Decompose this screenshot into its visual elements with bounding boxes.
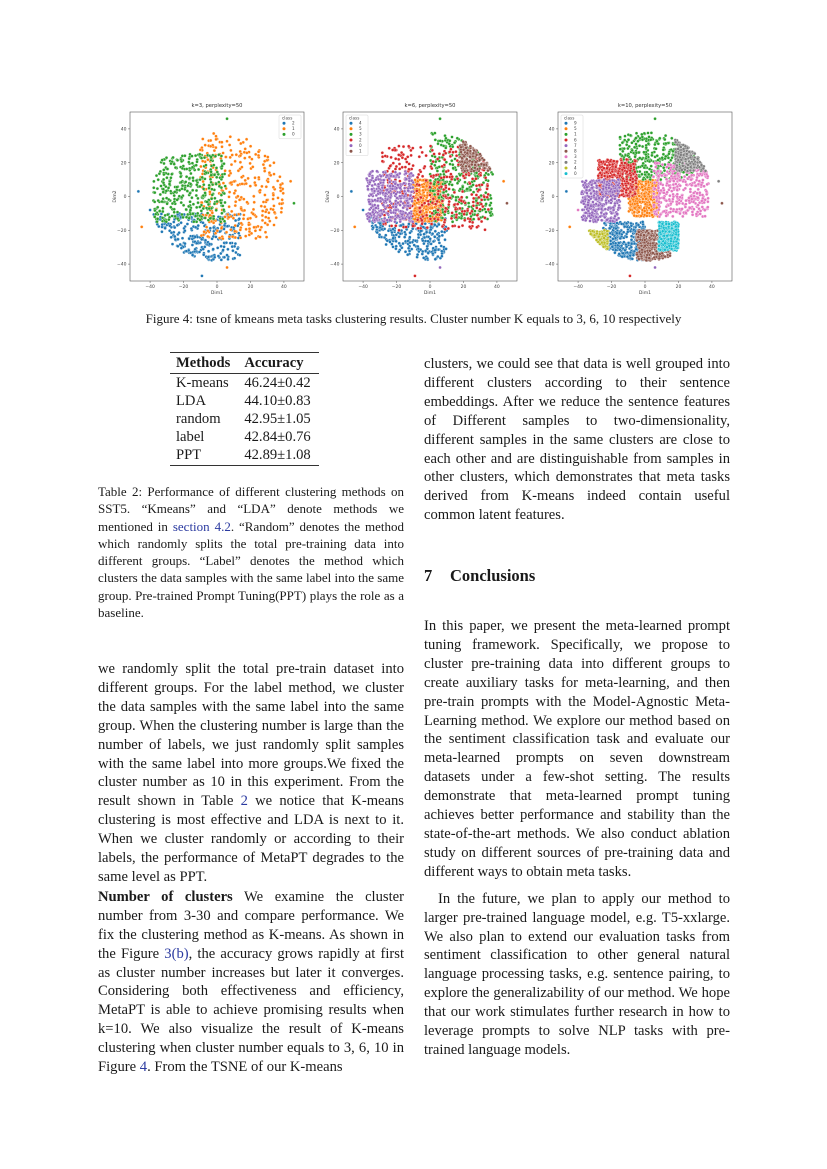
svg-text:0: 0 bbox=[123, 195, 127, 201]
svg-text:0: 0 bbox=[336, 195, 340, 201]
svg-text:1: 1 bbox=[292, 126, 295, 132]
tsne-plot-k6 bbox=[313, 98, 528, 303]
svg-text:class: class bbox=[282, 115, 293, 121]
figure-4 bbox=[100, 98, 740, 303]
svg-text:2: 2 bbox=[292, 120, 295, 126]
svg-text:20: 20 bbox=[120, 161, 127, 167]
svg-text:40: 40 bbox=[333, 127, 340, 133]
paragraph: In the future, we plan to apply our method to larger pre-trained language model, e.g. T5-xxlarge. We also plan to extend our evaluation tasks from sentiment classification to other general natural language processing tasks, e.g. sentence pairing, to explore the generalizability of our method. We hope that our work stimulates further research in how to leverage prompts to solve NLP tasks with pre-trained language models. bbox=[424, 890, 730, 1058]
svg-text:−20: −20 bbox=[330, 228, 340, 234]
svg-text:Dim2: Dim2 bbox=[113, 190, 118, 203]
svg-text:40: 40 bbox=[281, 285, 287, 290]
svg-text:Dim1: Dim1 bbox=[423, 291, 437, 296]
table-row bbox=[170, 374, 319, 393]
svg-text:0: 0 bbox=[428, 285, 432, 290]
svg-text:Dim2: Dim2 bbox=[326, 190, 331, 203]
svg-text:k=3, perplexity=50: k=3, perplexity=50 bbox=[191, 103, 243, 109]
table-row bbox=[170, 428, 319, 446]
svg-text:40: 40 bbox=[120, 127, 127, 133]
left-column-text bbox=[98, 660, 404, 1077]
svg-text:k=10, perplexity=50: k=10, perplexity=50 bbox=[617, 103, 673, 109]
svg-text:1: 1 bbox=[359, 148, 362, 154]
svg-text:0: 0 bbox=[292, 131, 295, 137]
table-cell: label bbox=[176, 429, 205, 445]
figure-link[interactable]: 3(b) bbox=[164, 945, 189, 962]
table-header: Methods bbox=[170, 353, 238, 374]
svg-text:0: 0 bbox=[215, 285, 219, 290]
table-cell: PPT bbox=[170, 446, 238, 466]
paragraph: we randomly split the total pre-train dataset into different groups. For the label method, we cluster the data samples with the same label into the same group. When the clustering number is large than the number of labels, we just randomly split samples with the same label into more groups.We fixed the cluster number as 10 in this experiment. From the result shown in Table 2 we notice that K-means clustering is most effective and LDA is next to it. When we cluster randomly or according to their labels, the performance of MetaPT degrades to the same level as PPT. bbox=[98, 661, 404, 885]
table-row bbox=[170, 446, 319, 466]
svg-text:20: 20 bbox=[247, 285, 254, 290]
table-cell: LDA bbox=[176, 393, 206, 409]
svg-text:−40: −40 bbox=[358, 285, 368, 290]
svg-text:40: 40 bbox=[494, 285, 500, 290]
results-table bbox=[170, 352, 319, 466]
table-caption: Table 2: Performance of different clustering methods on SST5. “Kmeans” and “LDA” denote methods we mentioned in section 4.2. “Random” denotes the method which randomly splits the total pre-training data into different groups. “Label” denotes the method which clusters the data samples with the same label into the same group. Pre-trained Prompt Tuning(PPT) plays the role as a baseline. bbox=[98, 484, 404, 621]
svg-text:−40: −40 bbox=[117, 262, 127, 268]
table-cell: 42.89±1.08 bbox=[238, 446, 318, 466]
figure-link[interactable]: 4 bbox=[139, 1059, 148, 1076]
table-cell: K-means bbox=[176, 375, 229, 391]
figure-caption: Figure 4: tsne of kmeans meta tasks clustering results. Cluster number K equals to 3, 6, 10 respectively bbox=[145, 311, 682, 326]
paragraph: clusters, we could see that data is well grouped into different clusters according to their sentence embeddings. After we reduce the sentence features of Different samples to two-dimensionality, different samples in the same clusters are close to each other and are distinguishable from samples in other clusters, which demonstrates that meta tasks derived from K-means indeed contain useful common latent features. bbox=[424, 356, 730, 524]
table-row bbox=[170, 392, 319, 410]
svg-text:4: 4 bbox=[359, 120, 362, 126]
table-cell: 46.24±0.42 bbox=[244, 375, 311, 391]
svg-text:5: 5 bbox=[359, 126, 362, 132]
conclusions-text bbox=[424, 617, 730, 1060]
table-cell: 42.84±0.76 bbox=[244, 429, 311, 445]
svg-text:−20: −20 bbox=[178, 285, 189, 290]
svg-text:k=6, perplexity=50: k=6, perplexity=50 bbox=[404, 103, 456, 109]
tsne-plot-k10 bbox=[528, 98, 743, 303]
svg-text:0: 0 bbox=[359, 142, 362, 148]
table-row bbox=[170, 410, 319, 428]
svg-text:−40: −40 bbox=[330, 262, 340, 268]
section-heading: 7 Conclusions bbox=[424, 566, 536, 585]
right-column-text bbox=[424, 355, 730, 525]
table-header: Accuracy bbox=[238, 353, 318, 374]
table-cell: 44.10±0.83 bbox=[244, 393, 311, 409]
table-link[interactable]: 2 bbox=[240, 793, 248, 810]
table-cell: 42.95±1.05 bbox=[244, 411, 311, 427]
paragraph-heading: Number of clusters bbox=[98, 888, 233, 905]
table-cell: random bbox=[176, 411, 221, 427]
svg-text:class: class bbox=[349, 115, 360, 121]
tsne-plot-k3 bbox=[100, 98, 315, 303]
paragraph: Number of clusters We examine the cluster number from 3-30 and compare performance. We fix the clustering method as K-means. As shown in the Figure 3(b), the accuracy grows rapidly at first as cluster number increases but later it converges. Considering both effectiveness and efficiency, MetaPT is able to achieve promising results when k=10. We also visualize the result of K-means clustering when cluster number equals to 3, 6, 10 in Figure 4. From the TSNE of our K-means bbox=[98, 888, 404, 1076]
svg-text:−20: −20 bbox=[391, 285, 402, 290]
paragraph: In this paper, we present the meta-learned prompt tuning framework. Specifically, we propose to cluster pre-training data into different groups to create auxiliary tasks for meta-learning, and then pre-train prompts with the Model-Agnostic Meta-Learning method. We explore our method based on the sentiment classification task and evaluate our meta-learned prompts on seven downstream datasets under a few-shot setting. The results demonstrate that meta-learned prompt tuning achieves better performance and stability than the state-of-the-art methods. We also conduct ablation study on different sources of pre-training data and different ways to obtain meta tasks. bbox=[424, 618, 730, 880]
svg-text:20: 20 bbox=[333, 161, 340, 167]
svg-text:20: 20 bbox=[460, 285, 467, 290]
svg-text:−40: −40 bbox=[145, 285, 155, 290]
svg-text:Dim1: Dim1 bbox=[210, 291, 224, 296]
svg-text:3: 3 bbox=[359, 131, 362, 137]
svg-text:−20: −20 bbox=[117, 228, 127, 234]
section-link[interactable]: section 4.2 bbox=[172, 518, 231, 534]
svg-text:2: 2 bbox=[359, 137, 362, 143]
